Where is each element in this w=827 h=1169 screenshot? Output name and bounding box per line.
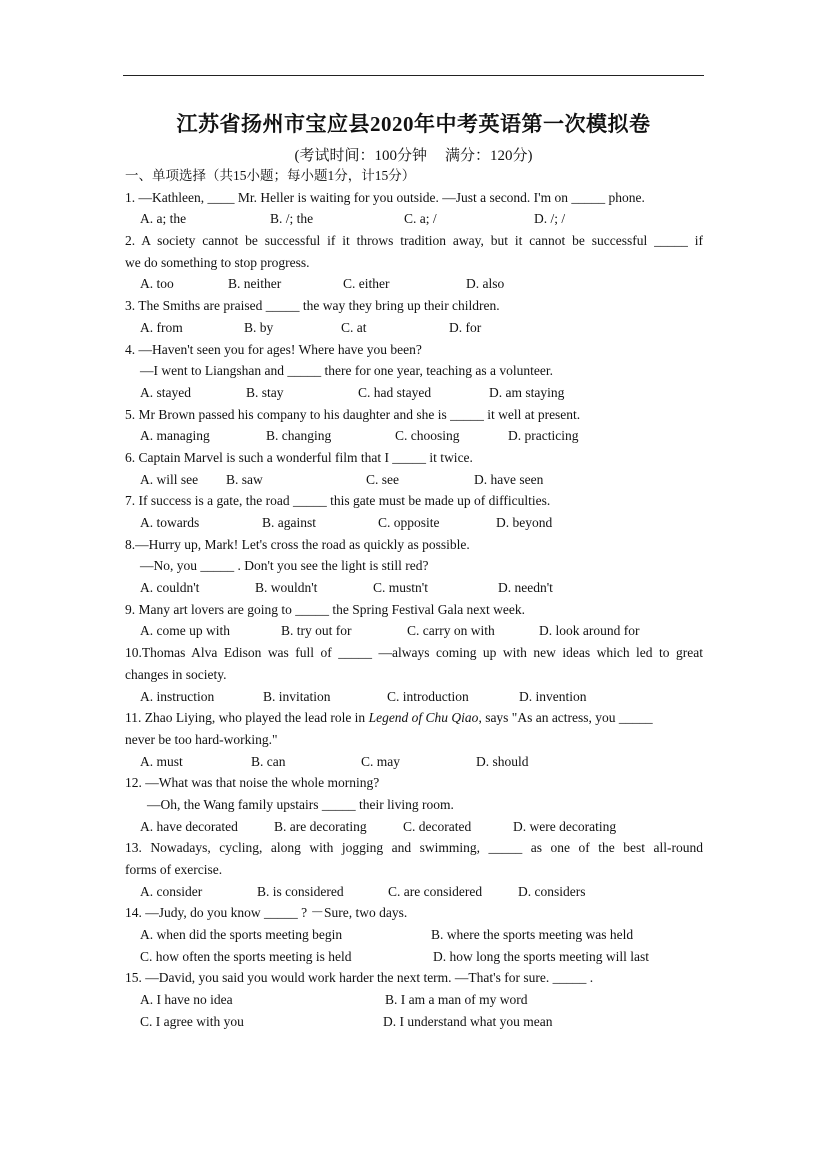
question-6-options: [125, 469, 703, 491]
question-8-stem: 8.—Hurry up, Mark! Let's cross the road as quickly as possible.: [125, 536, 470, 552]
question-7-options: [125, 512, 703, 534]
question-5-options: [125, 425, 703, 447]
exam-time: (考试时间：100分钟: [294, 148, 427, 164]
option-b: B. /; the: [270, 211, 314, 227]
option-c: C. mustn't: [373, 580, 428, 596]
option-b: B. can: [251, 753, 286, 769]
question-10-stem: 10.Thomas Alva Edison was full of _____ —always coming up with new ideas which led to great: [125, 645, 703, 661]
question-13-stem: 13. Nowadays, cycling, along with jogging and swimming, _____ as one of the best all-round: [125, 840, 703, 856]
page-title: 江苏省扬州市宝应县2020年中考英语第一次模拟卷: [176, 112, 651, 136]
option-a: A. stayed: [140, 384, 191, 400]
question-11-stem-cont: never be too hard-working.": [125, 731, 278, 747]
question-10-options: [125, 686, 703, 708]
option-b: B. against: [262, 515, 316, 530]
option-a: A. towards: [140, 515, 200, 530]
option-d: D. how long the sports meeting will last: [433, 948, 649, 964]
option-a: A. I have no idea: [140, 992, 233, 1008]
option-c: C. either: [343, 276, 390, 292]
option-a: A. when did the sports meeting begin: [140, 927, 343, 943]
question-4-options: [125, 382, 703, 404]
question-15-options-row-1: [125, 989, 703, 1011]
option-c: C. had stayed: [358, 384, 432, 400]
question-15-stem: 15. —David, you said you would work harder the next term. —That's for sure. _____ .: [125, 970, 594, 986]
option-b: B. saw: [226, 471, 263, 487]
option-d: D. for: [449, 319, 482, 335]
option-a: A. managing: [140, 428, 210, 444]
question-9-stem: 9. Many art lovers are going to _____ the Spring Festival Gala next week.: [125, 601, 526, 617]
header-rule: [123, 75, 704, 76]
option-d: D. needn't: [498, 580, 553, 596]
question-6-stem: 6. Captain Marvel is such a wonderful film that I _____ it twice.: [125, 449, 473, 465]
option-d: D. were decorating: [513, 818, 617, 834]
question-14-options-row-1: [125, 924, 703, 946]
question-8-stem-cont: —No, you _____ . Don't you see the light is still red?: [140, 558, 429, 574]
exam-info: [0, 144, 827, 165]
option-d: D. also: [466, 276, 505, 292]
question-9-options: [125, 620, 703, 642]
question-13-options: [125, 881, 703, 903]
question-2-stem-cont: we do something to stop progress.: [125, 254, 310, 270]
option-a: A. from: [140, 319, 183, 335]
option-b: B. wouldn't: [255, 580, 318, 596]
question-14-options-row-2: [125, 946, 703, 968]
option-a: A. couldn't: [140, 580, 200, 596]
option-d: D. /; /: [534, 211, 566, 227]
question-12-stem: 12. —What was that noise the whole morning?: [125, 775, 380, 791]
question-4-stem-cont: —I went to Liangshan and _____ there for one year, teaching as a volunteer.: [140, 363, 553, 379]
option-d: D. beyond: [496, 515, 553, 530]
option-a: A. must: [140, 753, 183, 769]
question-12-options: [125, 816, 703, 838]
option-c: C. carry on with: [407, 623, 495, 639]
film-title: Legend of Chu Qiao: [368, 710, 479, 726]
option-a: A. too: [140, 276, 174, 292]
option-c: C. a; /: [404, 211, 437, 227]
option-d: D. practicing: [508, 428, 579, 444]
question-15-options-row-2: [125, 1011, 703, 1033]
question-13-stem-cont: forms of exercise.: [125, 862, 223, 877]
option-c: C. introduction: [387, 688, 469, 704]
question-3-stem: 3. The Smiths are praised _____ the way they bring up their children.: [125, 298, 500, 314]
option-c: C. choosing: [395, 428, 460, 444]
option-b: B. is considered: [257, 883, 344, 899]
question-14-stem: 14. —Judy, do you know _____ ? －Sure, two days.: [125, 905, 408, 921]
question-11-options: [125, 751, 703, 773]
question-3-options: [125, 317, 703, 339]
option-d: D. look around for: [539, 623, 640, 639]
section-heading: 一、单项选择（共15小题；每小题1分，计15分）: [125, 168, 416, 183]
option-c: C. may: [361, 753, 400, 769]
option-b: B. invitation: [263, 688, 331, 704]
option-a: A. consider: [140, 883, 203, 899]
question-4-stem: 4. —Haven't seen you for ages! Where have you been?: [125, 341, 422, 357]
question-7-stem: 7. If success is a gate, the road _____ this gate must be made up of difficulties.: [125, 493, 551, 509]
option-c: C. I agree with you: [140, 1013, 244, 1029]
option-b: B. changing: [266, 428, 332, 444]
option-a: A. come up with: [140, 623, 230, 639]
option-b: B. by: [244, 319, 274, 335]
option-a: A. instruction: [140, 688, 215, 704]
question-2-stem: 2. A society cannot be successful if it throws tradition away, but it cannot be successful _____ if: [125, 233, 703, 249]
question-5-stem: 5. Mr Brown passed his company to his daughter and she is _____ it well at present.: [125, 406, 581, 422]
option-b: B. stay: [246, 384, 284, 400]
full-score: 满分：120分): [445, 148, 533, 164]
option-b: B. I am a man of my word: [385, 992, 528, 1008]
option-c: C. opposite: [378, 515, 440, 530]
option-a: A. a; the: [140, 211, 187, 227]
question-1-options: [125, 208, 703, 230]
option-d: D. invention: [519, 688, 587, 704]
option-c: C. decorated: [403, 818, 472, 834]
option-c: C. how often the sports meeting is held: [140, 948, 352, 964]
option-b: B. are decorating: [274, 818, 367, 834]
option-c: C. see: [366, 471, 399, 487]
option-c: C. at: [341, 319, 367, 335]
question-2-options: [125, 273, 703, 295]
option-a: A. will see: [140, 471, 199, 487]
option-d: D. considers: [518, 883, 586, 899]
option-c: C. are considered: [388, 883, 483, 899]
question-8-options: [125, 577, 703, 599]
option-d: D. should: [476, 753, 529, 769]
option-d: D. I understand what you mean: [383, 1013, 553, 1029]
question-12-stem-cont: —Oh, the Wang family upstairs _____ their living room.: [147, 796, 454, 812]
option-d: D. have seen: [474, 471, 544, 487]
option-b: B. try out for: [281, 623, 352, 639]
question-list: [125, 165, 703, 1033]
question-1-stem: 1. —Kathleen, ____ Mr. Heller is waiting for you outside. —Just a second. I'm on _____ phone.: [125, 189, 645, 205]
option-b: B. neither: [228, 276, 282, 292]
question-11-text-a: 11. Zhao Liying, who played the lead role in: [125, 710, 366, 726]
option-a: A. have decorated: [140, 818, 238, 834]
question-11-stem: [125, 707, 703, 729]
option-b: B. where the sports meeting was held: [431, 927, 634, 943]
option-d: D. am staying: [489, 384, 565, 400]
question-11-text-b: , says "As an actress, you _____: [478, 710, 653, 726]
question-10-stem-cont: changes in society.: [125, 666, 227, 682]
